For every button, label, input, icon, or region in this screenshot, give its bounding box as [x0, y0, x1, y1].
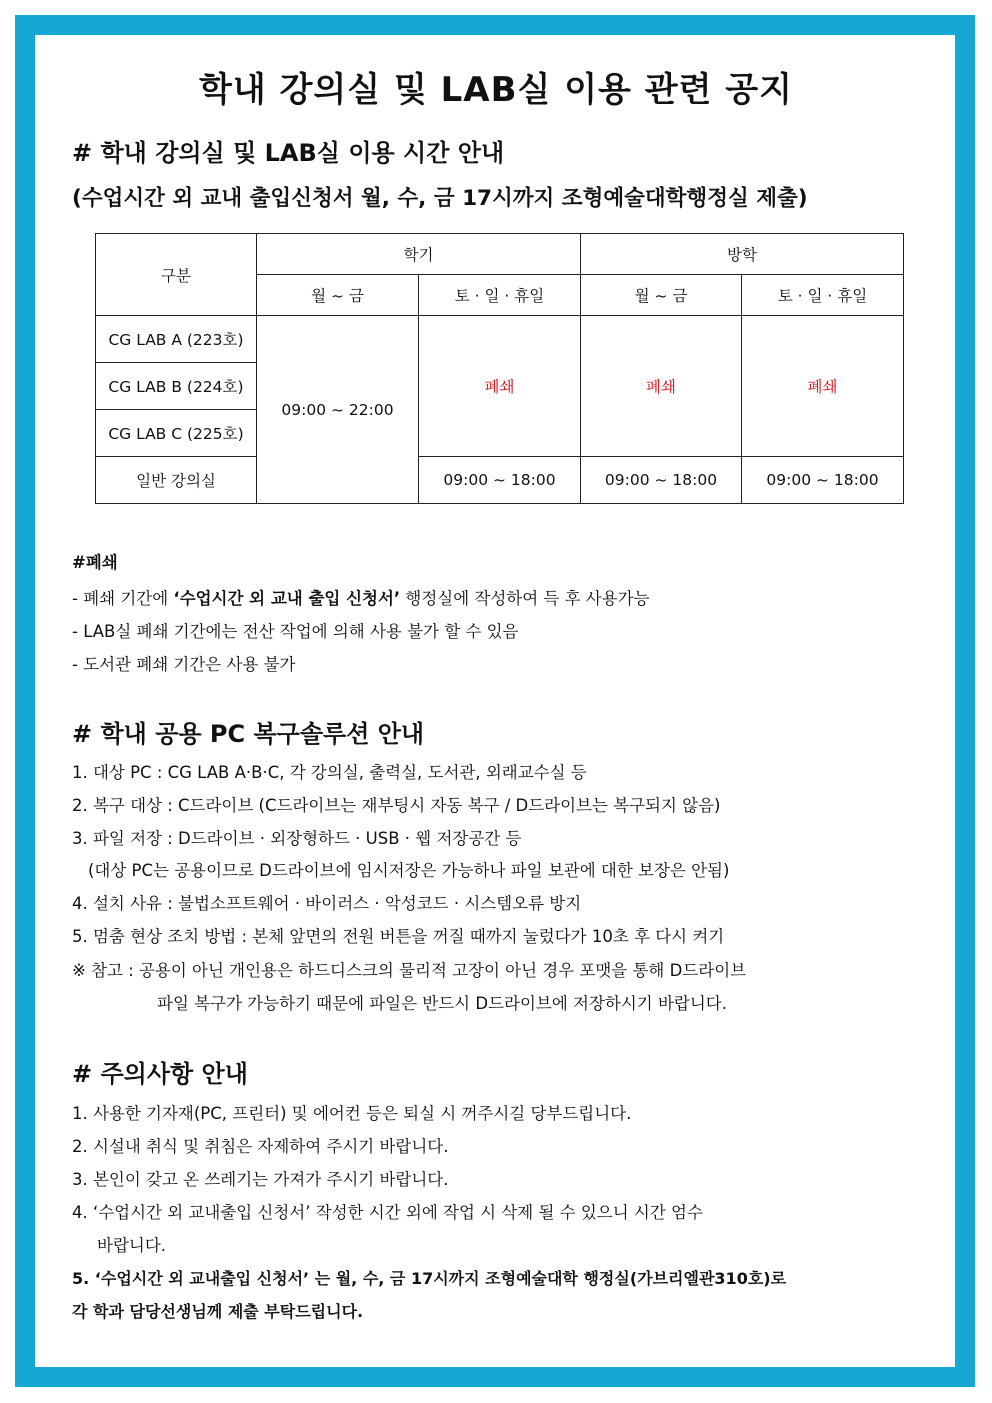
page-title: 학내 강의실 및 LAB실 이용 관련 공지 [199, 70, 793, 110]
header-semester: 학기 [257, 234, 581, 275]
closure-heading: #폐쇄 [72, 553, 118, 572]
section3-item: 3. 본인이 갖고 온 쓰레기는 가져가 주시기 바랍니다. [72, 1170, 449, 1189]
section2-item: 5. 멈춤 현상 조치 방법 : 본체 앞면의 전원 버튼을 꺼질 때까지 눌렀다가 10초 후 다시 켜기 [72, 927, 725, 946]
general-vacation-weekend-time: 09:00 ~ 18:00 [742, 457, 904, 504]
sub-semester-weekend: 토 · 일 · 휴일 [419, 275, 581, 316]
closure-line-3: - 도서관 폐쇄 기간은 사용 불가 [72, 655, 296, 674]
section2-note-cont: 파일 복구가 가능하기 때문에 파일은 반드시 D드라이브에 저장하시기 바랍니다. [157, 994, 727, 1013]
closed-vacation-weekday: 폐쇄 [581, 316, 742, 457]
row-label-lab-c: CG LAB C (225호) [96, 410, 257, 457]
row-label-general: 일반 강의실 [96, 457, 257, 504]
general-vacation-weekday-time: 09:00 ~ 18:00 [581, 457, 742, 504]
closure-line-1-bold: ‘수업시간 외 교내 출입 신청서’ [173, 589, 401, 608]
section1-subheading: (수업시간 외 교내 출입신청서 월, 수, 금 17시까지 조형예술대학행정실 제출) [72, 186, 808, 211]
section1-heading: # 학내 강의실 및 LAB실 이용 시간 안내 [72, 139, 505, 167]
section2-heading: # 학내 공용 PC 복구솔루션 안내 [72, 720, 425, 748]
row-label-lab-b: CG LAB B (224호) [96, 363, 257, 410]
section3-item: 2. 시설내 취식 및 취침은 자제하여 주시기 바랍니다. [72, 1137, 449, 1156]
closed-semester-weekend: 폐쇄 [419, 316, 581, 457]
section2-item: 3. 파일 저장 : D드라이브 · 외장형하드 · USB · 웹 저장공간 등 [72, 829, 522, 848]
row-label-lab-a: CG LAB A (223호) [96, 316, 257, 363]
section2-item: 4. 설치 사유 : 불법소프트웨어 · 바이러스 · 악성코드 · 시스템오류 방지 [72, 894, 582, 913]
sub-vacation-weekday: 월 ~ 금 [581, 275, 742, 316]
header-category: 구분 [96, 234, 257, 316]
section2-note: ※ 참고 : 공용이 아닌 개인용은 하드디스크의 물리적 고장이 아닌 경우 포맷을 통해 D드라이브 [72, 961, 747, 980]
section3-item: 4. ‘수업시간 외 교내출입 신청서’ 작성한 시간 외에 작업 시 삭제 될 수 있으니 시간 엄수 [72, 1203, 703, 1222]
closure-line-1-post: 행정실에 작성하여 득 후 사용가능 [400, 589, 650, 608]
sub-semester-weekday: 월 ~ 금 [257, 275, 419, 316]
general-semester-weekend-time: 09:00 ~ 18:00 [419, 457, 581, 504]
header-vacation: 방학 [581, 234, 904, 275]
section3-heading: # 주의사항 안내 [72, 1060, 248, 1088]
sub-vacation-weekend: 토 · 일 · 휴일 [742, 275, 904, 316]
section2-item: (대상 PC는 공용이므로 D드라이브에 임시저장은 가능하나 파일 보관에 대한 보장은 안됨) [88, 861, 730, 880]
closure-line-1-pre: - 폐쇄 기간에 [72, 589, 174, 608]
closure-line-1 [72, 585, 650, 609]
section2-item: 2. 복구 대상 : C드라이브 (C드라이브는 재부팅시 자동 복구 / D드라이브는 복구되지 않음) [72, 796, 721, 815]
section2-item: 1. 대상 PC : CG LAB A·B·C, 각 강의실, 출력실, 도서관, 외래교수실 등 [72, 763, 587, 782]
closure-line-2: - LAB실 폐쇄 기간에는 전산 작업에 의해 사용 불가 할 수 있음 [72, 622, 519, 641]
schedule-table [95, 233, 904, 504]
section3-item: 1. 사용한 기자재(PC, 프린터) 및 에어컨 등은 퇴실 시 꺼주시길 당부드립니다. [72, 1104, 632, 1123]
semester-weekday-time: 09:00 ~ 22:00 [257, 316, 419, 504]
closed-vacation-weekend: 폐쇄 [742, 316, 904, 457]
section3-item-bold: 5. ‘수업시간 외 교내출입 신청서’ 는 월, 수, 금 17시까지 조형예술대학 행정실(가브리엘관310호)로 [72, 1269, 787, 1288]
section3-item-cont: 바랍니다. [97, 1236, 167, 1255]
section3-item-bold-cont: 각 학과 담당선생님께 제출 부탁드립니다. [72, 1302, 364, 1321]
